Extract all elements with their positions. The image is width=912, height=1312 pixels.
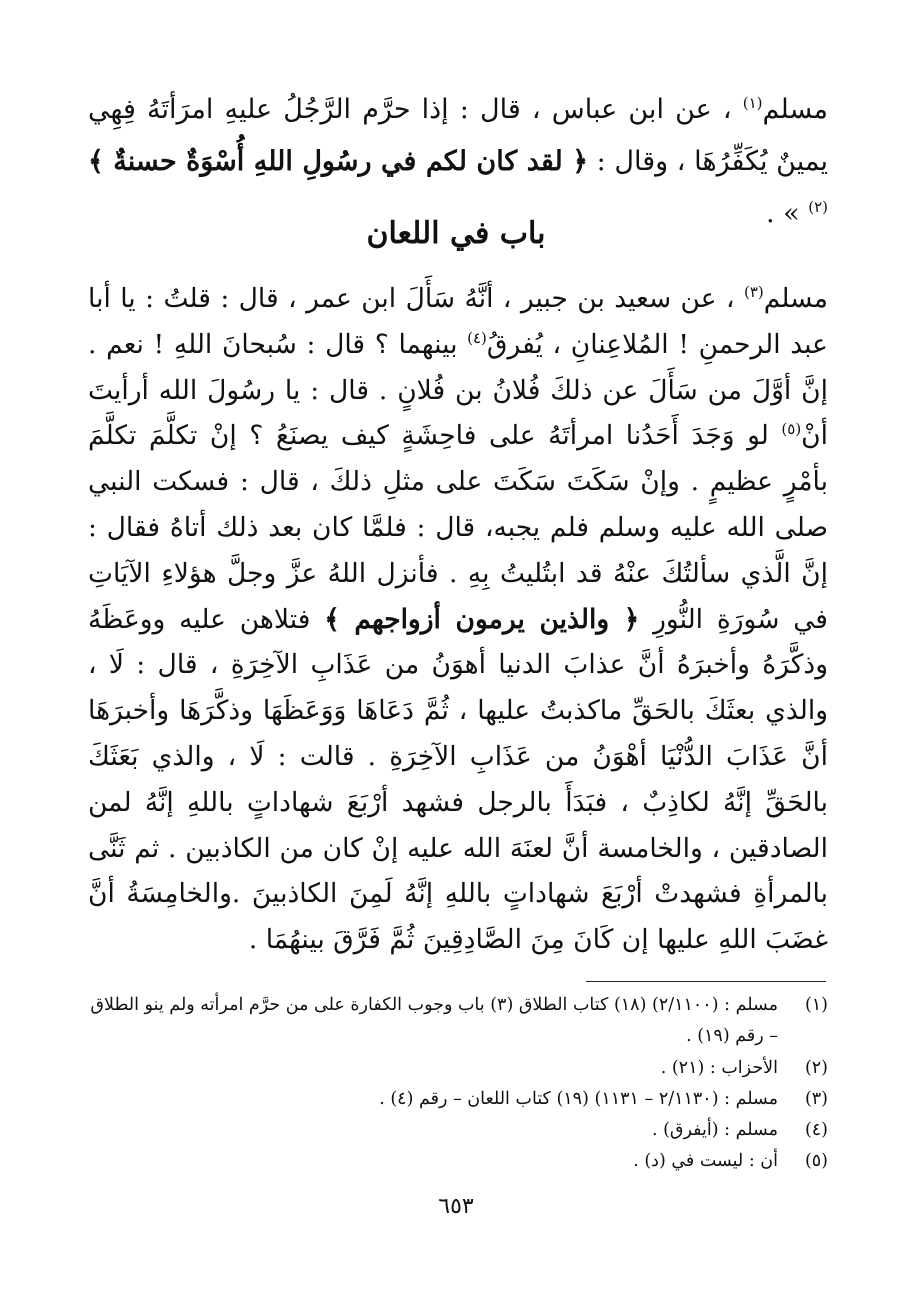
- footnote-item: [88, 1053, 828, 1084]
- main-paragraph: [88, 276, 828, 963]
- footnote-number: (٣): [804, 1088, 828, 1109]
- footnote-ref-5[interactable]: (٥): [781, 420, 802, 439]
- body-text-3: لو وَجَدَ أَحَدُنا امرأتَهُ على فاحِشَةٍ كيف يصنَعُ ؟ إنْ تكلَّمَ تكلَّمَ بأمْرٍ عظيمٍ . وإنْ سَكَتَ سَكَتَ على مثلِ ذلكَ ، قال : فسكت النبي صلى الله عليه وسلم فلم يجبه، قال : فلمَّا كان بعد ذلك أتاهُ فقال : إنَّ الَّذي سألتُكَ عنْهُ قد ابتُليتُ بِهِ . فأنزل اللهُ عزَّ وجلَّ هؤلاءِ الآيَاتِ في سُورَةِ النُّورِ: [88, 420, 828, 635]
- footnote-text: مسلم : (٢/١١٣٠ – ١١٣١) (١٩) كتاب اللعان – رقم (٤) .: [379, 1088, 778, 1109]
- footnote-item: [88, 1146, 828, 1177]
- footnote-text: أن : ليست في (د) .: [633, 1151, 778, 1172]
- footnote-number: (٥): [804, 1151, 828, 1172]
- quran-verse: ﴿ لقد كان لكم في رسُولِ اللهِ أُسْوَةٌ حسنةٌ ﴾: [88, 146, 589, 177]
- chapter-heading: باب في اللعان: [366, 216, 546, 251]
- body-text-2: بينهما ؟ قال : سُبحانَ اللهِ ! نعم . إنَّ أوَّلَ من سَأَلَ عن ذلكَ فُلانُ بن فُلانٍ . قال : يا رسُولَ الله أرأيتَ أنْ: [88, 328, 828, 452]
- footnote-ref-1[interactable]: (١): [742, 94, 763, 112]
- footnote-ref-4[interactable]: (٤): [467, 328, 487, 347]
- footnote-number: (١): [804, 995, 828, 1015]
- body-text-1: ، عن سعيد بن جبير ، أنَّهُ سَأَلَ ابن عمر ، قال : قلتُ : يا أبا عبد الرحمنِ ! المُلاعِنانِ ، يُفرقُ: [88, 283, 828, 360]
- footnote-item: [88, 990, 828, 1053]
- footnote-item: [88, 1084, 828, 1115]
- footnote-ref-3[interactable]: (٣): [743, 283, 764, 302]
- footnote-item: [88, 1115, 828, 1146]
- footnote-ref-2[interactable]: (٢): [808, 198, 828, 216]
- body-source: مسلم: [763, 283, 828, 314]
- footnote-text: الأحزاب : (٢١) .: [660, 1057, 778, 1078]
- footnote-divider: [586, 981, 826, 982]
- footnotes: [88, 990, 828, 1178]
- quran-verse-nur: ﴿ والذين يرمون أزواجهم ﴾: [324, 603, 640, 635]
- body-text-4: فتلاهن عليه ووعَظَهُ وذكَّرَهُ وأخبرَهُ أنَّ عذابَ الدنيا أهوَنُ من عَذَابِ الآخِرَةِ ، قال : لَا ، والذي بعثَكَ بالحَقِّ ماكذبتُ عليها ، ثُمَّ دَعَاهَا وَوَعَظَهَا وذكَّرَهَا وأخبرَهَا أنَّ عَذَابَ الدُّنْيَا أهْوَنُ من عَذَابِ الآخِرَةِ . قالت : لَا ، والذي بَعَثَكَ بالحَقِّ إنَّهُ لكاذِبٌ ، فبَدَأَ بالرجل فشهد أرْبَعَ شهاداتٍ باللهِ إنَّهُ لمن الصادقين ، والخامسة أنَّ لعنَهَ الله عليه إنْ كان من الكاذبين . ثم ثَنَّى بالمرأةِ فشهدتْ أرْبَعَ شهاداتٍ باللهِ إنَّهُ لَمِنَ الكاذبينَ .والخامِسَةُ أنَّ غضَبَ اللهِ عليها إن كَانَ مِنَ الصَّادِقِينَ ثُمَّ فَرَّقَ بينهُمَا .: [88, 603, 828, 956]
- intro-source: مسلم: [762, 94, 828, 125]
- footnote-text: مسلم : (أيفرق) .: [651, 1120, 778, 1141]
- footnote-number: (٢): [804, 1057, 828, 1078]
- page-number: ٦٥٣: [438, 1194, 474, 1219]
- footnote-number: (٤): [804, 1120, 828, 1141]
- intro-close: » .: [765, 198, 800, 229]
- intro-text: ، عن ابن عباس ، قال : إذا حرَّم الرَّجُلُ عليهِ امرَأتَهُ فِهِي يمينٌ يُكَفِّرُهَا ، وقال :: [88, 94, 828, 177]
- footnote-text: مسلم : (٢/١١٠٠) (١٨) كتاب الطلاق (٣) باب وجوب الكفارة على من حرَّم امرأته ولم ينو الطلاق – رقم (١٩) .: [90, 995, 778, 1047]
